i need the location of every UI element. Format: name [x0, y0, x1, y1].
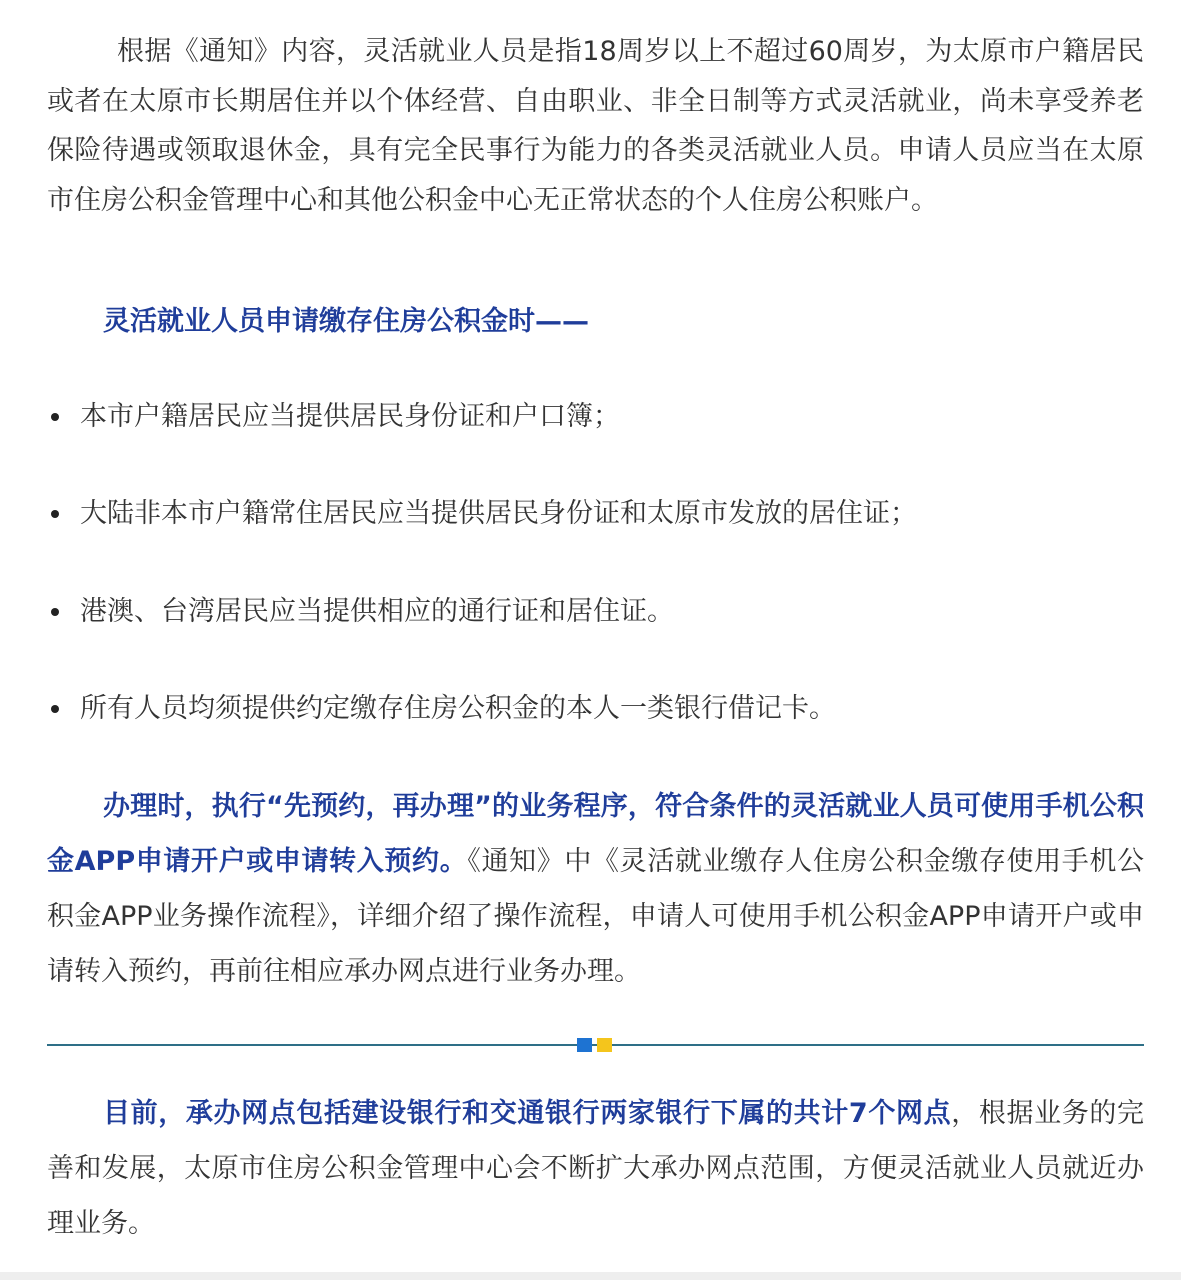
- procedure-highlight: 办理时，执行“先预约，再办理”的业务程序，符合条件的灵活就业人员可使用手机公积金APP申请开户或申请转入预约。: [47, 791, 1144, 877]
- bullet-dot-icon: [51, 413, 59, 421]
- bullet-dot-icon: [51, 608, 59, 616]
- blue-square-icon: [577, 1038, 592, 1052]
- bullet-dot-icon: [51, 705, 59, 713]
- list-item-text: 大陆非本市户籍常住居民应当提供居民身份证和太原市发放的居住证；: [80, 498, 917, 529]
- branches-paragraph: [47, 1086, 1144, 1251]
- procedure-paragraph: [47, 779, 1144, 999]
- procedure-text: 《通知》中《灵活就业缴存人住房公积金缴存使用手机公积金APP业务操作流程》，详细介绍了操作流程，申请人可使用手机公积金APP申请开户或申请转入预约，再前往相应承办网点进行业务办理。: [47, 846, 1144, 987]
- bullet-dot-icon: [51, 510, 59, 518]
- list-item-text: 港澳、台湾居民应当提供相应的通行证和居住证。: [80, 596, 674, 627]
- section-subheading: 灵活就业人员申请缴存住房公积金时——: [103, 306, 589, 337]
- intro-paragraph: 根据《通知》内容，灵活就业人员是指18周岁以上不超过60周岁，为太原市户籍居民或者在太原市长期居住并以个体经营、自由职业、非全日制等方式灵活就业，尚未享受养老保险待遇或领取退休金，具有完全民事行为能力的各类灵活就业人员。申请人员应当在太原市住房公积金管理中心和其他公积金中心无正常状态的个人住房公积账户。: [47, 36, 1144, 216]
- branches-text: ，根据业务的完善和发展，太原市住房公积金管理中心会不断扩大承办网点范围，方便灵活就业人员就近办理业务。: [47, 1098, 1144, 1239]
- page-bottom-edge: [0, 1272, 1181, 1280]
- list-item-text: 所有人员均须提供约定缴存住房公积金的本人一类银行借记卡。: [80, 693, 836, 724]
- list-item-text: 本市户籍居民应当提供居民身份证和户口簿；: [80, 401, 620, 432]
- divider-line: [47, 1044, 1144, 1046]
- section-divider: [47, 1037, 1144, 1053]
- yellow-square-icon: [597, 1038, 612, 1052]
- branches-highlight: 目前，承办网点包括建设银行和交通银行两家银行下属的共计7个网点: [103, 1098, 952, 1129]
